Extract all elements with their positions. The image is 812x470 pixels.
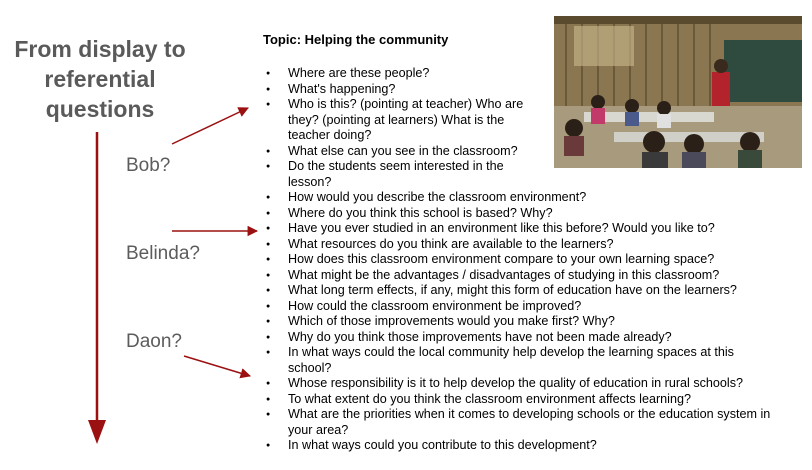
question-item: ● What's happening? (288, 82, 798, 98)
question-item: ● Whose responsibility is it to help develop the quality of education in rural schools? (288, 376, 798, 392)
question-item: ● To what extent do you think the classroom environment affects learning? (288, 392, 798, 408)
topic-heading: Topic: Helping the community (263, 32, 449, 47)
question-item: ● What might be the advantages / disadvantages of studying in this classroom? (288, 268, 798, 284)
name-label-belinda: Belinda? (126, 243, 200, 264)
question-item: ● What are the priorities when it comes to developing schools or the education system in your area? (288, 407, 794, 438)
question-item: ● What resources do you think are available to the learners? (288, 237, 798, 253)
question-item: ● Who is this? (pointing at teacher) Who are they? (pointing at learners) What is the teacher doing? (288, 97, 542, 144)
question-item: ● Do the students seem interested in the lesson? (288, 159, 534, 190)
question-item: ● What long term effects, if any, might this form of education have on the learners? (288, 283, 798, 299)
slide-title: From display to referential questions (14, 36, 186, 122)
question-item: ● Have you ever studied in an environment like this before? Would you like to? (288, 221, 798, 237)
question-item: ● In what ways could the local community help develop the learning spaces at this school? (288, 345, 768, 376)
question-item: ● Where are these people? (288, 66, 798, 82)
classroom-illustration (554, 16, 802, 168)
timeline-arrow-head (88, 420, 106, 444)
bob-arrow (172, 108, 248, 144)
name-label-bob: Bob? (126, 155, 171, 176)
name-label-daon: Daon? (126, 331, 182, 352)
question-item: ● Why do you think those improvements have not been made already? (288, 330, 798, 346)
question-item: ● How does this classroom environment compare to your own learning space? (288, 252, 798, 268)
question-item: ● What else can you see in the classroom? (288, 144, 798, 160)
question-item: ● Where do you think this school is based? Why? (288, 206, 798, 222)
question-item: ● How could the classroom environment be improved? (288, 299, 798, 315)
daon-arrow (184, 356, 250, 376)
classroom-photo (554, 16, 802, 168)
question-item: ● Which of those improvements would you make first? Why? (288, 314, 798, 330)
question-item: ● How would you describe the classroom environment? (288, 190, 798, 206)
question-item: ● In what ways could you contribute to this development? (288, 438, 798, 454)
